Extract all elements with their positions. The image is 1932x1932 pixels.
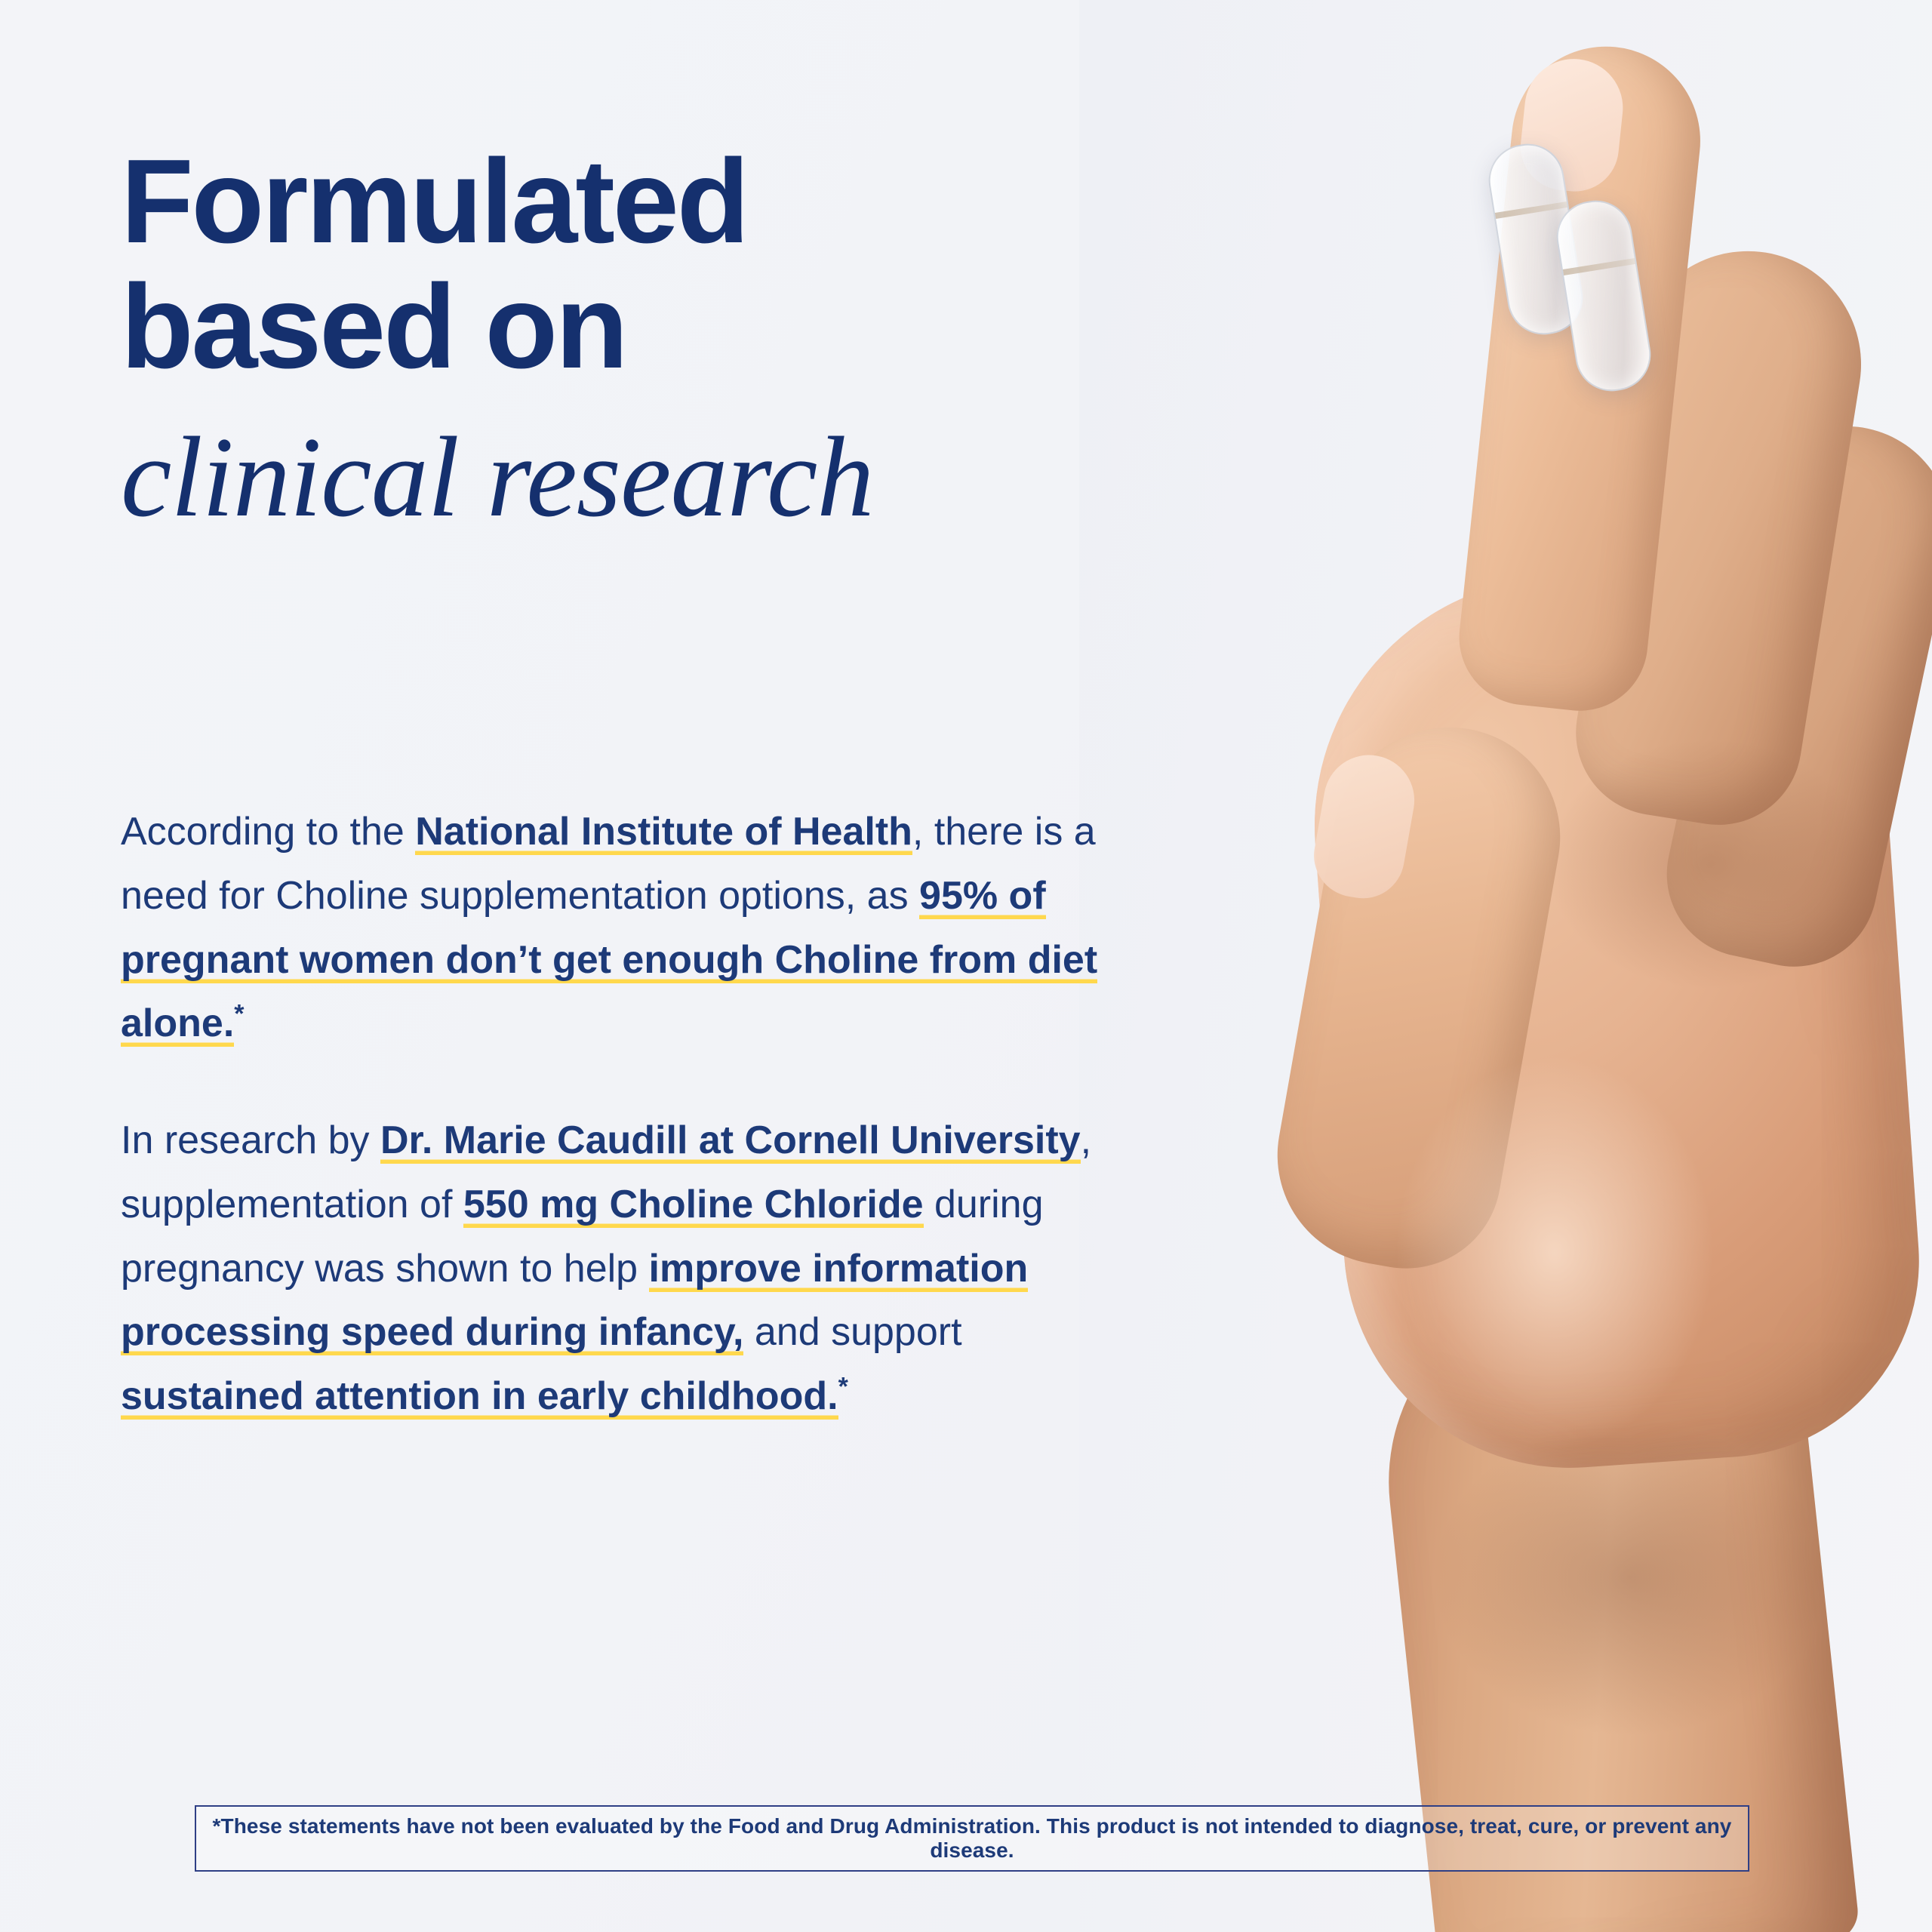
disclaimer-box: [195, 1805, 1749, 1872]
palm-highlight: [1396, 1057, 1713, 1449]
p2-text-2: , supplementation of: [121, 1118, 1092, 1226]
p2-text-4: and support: [743, 1310, 962, 1355]
p2-text-3: during pregnancy was shown to help: [121, 1182, 1044, 1291]
p1-asterisk: *: [234, 999, 245, 1029]
headline-line-2: based on: [121, 260, 626, 393]
disclaimer-text: *These statements have not been evaluated by the Food and Drug Administration. This product is not intended to diagnose, treat, cure, or prevent any disease.: [212, 1814, 1732, 1862]
hand-photo: [1079, 0, 1932, 1932]
wrist-shading: [1434, 1419, 1826, 1736]
headline-line-3: clinical research: [121, 413, 874, 540]
paragraph-nih: [121, 800, 1117, 1056]
p2-asterisk: *: [838, 1372, 848, 1401]
capsule-seam: [1563, 258, 1635, 275]
p1-text-1: According to the: [121, 810, 416, 854]
knuckle-shading: [1547, 740, 1872, 989]
capsule-seam: [1495, 202, 1567, 219]
p1-highlight-2: 95% of pregnant women don’t get enough Choline from diet alone.: [121, 873, 1098, 1046]
body-copy: [121, 800, 1117, 1429]
paragraph-cornell: [121, 1109, 1117, 1429]
p2-highlight-2: 550 mg Choline Chloride: [463, 1182, 924, 1226]
p1-highlight-1: National Institute of Health: [415, 810, 912, 854]
p2-highlight-1: Dr. Marie Caudill at Cornell University: [380, 1118, 1081, 1162]
headline-line-1: Formulated: [121, 135, 748, 268]
headline: [121, 135, 1072, 545]
p2-text-1: In research by: [121, 1118, 380, 1162]
p2-highlight-3: improve information processing speed during infancy,: [121, 1246, 1029, 1355]
p2-highlight-4: sustained attention in early childhood.: [121, 1374, 838, 1418]
p1-text-2: , there is a need for Choline supplementation options, as: [121, 810, 1096, 918]
